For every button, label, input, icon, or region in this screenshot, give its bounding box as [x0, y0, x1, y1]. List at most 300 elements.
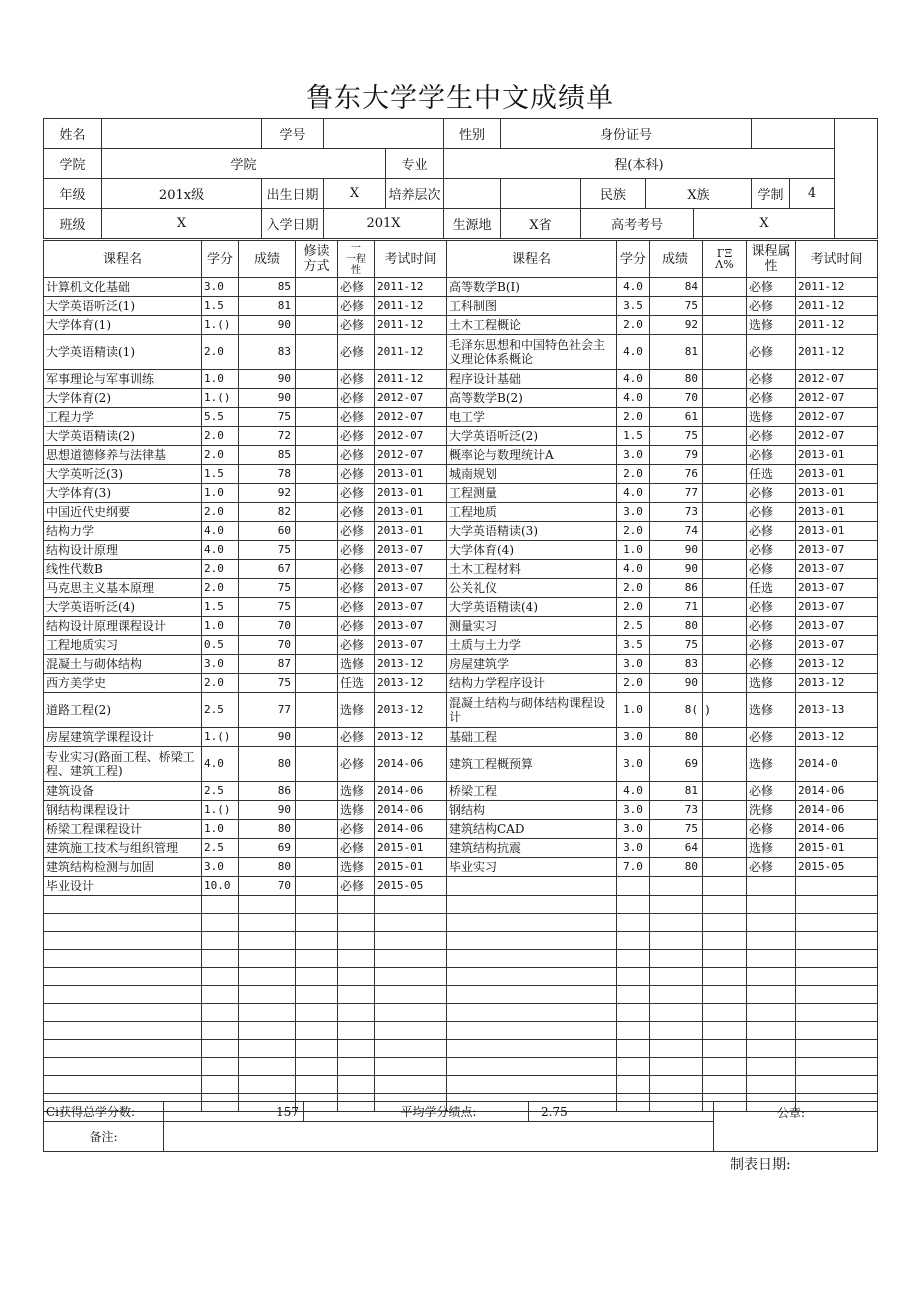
ethnicity-value: X族 — [646, 179, 752, 209]
gpa-value: 2.75 — [529, 1102, 714, 1122]
score-2: 73 — [650, 801, 703, 820]
score: 77 — [239, 693, 296, 728]
study-mode-2 — [703, 858, 747, 877]
empty-cell — [703, 932, 747, 950]
empty-cell — [375, 1040, 447, 1058]
training-label: 培养层次 — [386, 179, 444, 209]
exam-time: 2012-07 — [375, 427, 447, 446]
empty-cell — [796, 1076, 878, 1094]
score: 82 — [239, 503, 296, 522]
course-name-2: 土木工程概论 — [447, 316, 617, 335]
birth-value: X — [324, 179, 386, 209]
exam-time-2: 2013-12 — [796, 655, 878, 674]
table-row — [44, 316, 878, 335]
course-name: 马克思主义基本原理 — [44, 579, 202, 598]
credit-2: 3.5 — [617, 636, 650, 655]
course-name-2: 建筑工程概预算 — [447, 747, 617, 782]
empty-cell — [747, 914, 796, 932]
exam-time-2: 2015-01 — [796, 839, 878, 858]
empty-cell — [650, 1058, 703, 1076]
header-score-2: 成绩 — [650, 241, 703, 278]
course-attr-2: 任选 — [747, 465, 796, 484]
course-name-2: 高等数学B(2) — [447, 389, 617, 408]
empty-cell — [747, 1040, 796, 1058]
course-attr-2: 必修 — [747, 636, 796, 655]
empty-cell — [447, 950, 617, 968]
credit-2: 3.0 — [617, 801, 650, 820]
course-name: 道路工程(2) — [44, 693, 202, 728]
gpa-label: 平均学分绩点: — [399, 1102, 529, 1122]
header-score: 成绩 — [239, 241, 296, 278]
course-name: 大学英语精读(1) — [44, 335, 202, 370]
study-mode — [296, 858, 338, 877]
empty-cell — [338, 1022, 375, 1040]
course-name-2: 工科制图 — [447, 297, 617, 316]
credit-2: 3.0 — [617, 820, 650, 839]
exam-time-2: 2013-01 — [796, 446, 878, 465]
empty-cell — [202, 1022, 239, 1040]
score-2: 81 — [650, 782, 703, 801]
empty-cell — [296, 1076, 338, 1094]
course-name-2: 大学体育(4) — [447, 541, 617, 560]
exam-time-2: 2013-01 — [796, 503, 878, 522]
credit-2: 2.0 — [617, 408, 650, 427]
credit-2: 2.0 — [617, 316, 650, 335]
credit-2: 4.0 — [617, 484, 650, 503]
empty-cell — [296, 1058, 338, 1076]
exam-time-2: 2013-01 — [796, 465, 878, 484]
empty-cell — [703, 986, 747, 1004]
exam-time: 2014-06 — [375, 801, 447, 820]
duration-label: 学制 — [752, 179, 790, 209]
student-id-value — [324, 119, 444, 149]
empty-cell — [447, 1058, 617, 1076]
table-row — [44, 370, 878, 389]
header-course-2: 课程名 — [447, 241, 617, 278]
exam-time-2: 2013-07 — [796, 579, 878, 598]
course-name: 大学体育(3) — [44, 484, 202, 503]
course-attr: 必修 — [338, 522, 375, 541]
course-name: 大学英听泛(3) — [44, 465, 202, 484]
table-row — [44, 728, 878, 747]
score-2: 71 — [650, 598, 703, 617]
table-row — [44, 579, 878, 598]
empty-cell — [796, 1022, 878, 1040]
empty-cell — [650, 950, 703, 968]
exam-time: 2013-07 — [375, 579, 447, 598]
exam-time: 2013-01 — [375, 503, 447, 522]
empty-cell — [650, 1022, 703, 1040]
empty-cell — [617, 1076, 650, 1094]
credit-2: 3.0 — [617, 655, 650, 674]
study-mode — [296, 427, 338, 446]
score: 90 — [239, 728, 296, 747]
empty-cell — [447, 1004, 617, 1022]
page-title: 鲁东大学学生中文成绩单 — [306, 83, 614, 114]
credit-2: 3.5 — [617, 297, 650, 316]
empty-cell — [650, 932, 703, 950]
course-name-2: 大学英语精读(3) — [447, 522, 617, 541]
table-row — [44, 560, 878, 579]
empty-cell — [617, 932, 650, 950]
empty-cell — [447, 932, 617, 950]
score: 75 — [239, 408, 296, 427]
study-mode — [296, 297, 338, 316]
credit: 1.5 — [202, 598, 239, 617]
exam-time-2: 2013-12 — [796, 674, 878, 693]
course-attr-2: 必修 — [747, 297, 796, 316]
score-2: 79 — [650, 446, 703, 465]
empty-cell — [202, 968, 239, 986]
course-attr-2: 必修 — [747, 598, 796, 617]
credit-2 — [617, 877, 650, 896]
empty-cell — [338, 1004, 375, 1022]
score-2: 92 — [650, 316, 703, 335]
credit: 0.5 — [202, 636, 239, 655]
empty-cell — [447, 914, 617, 932]
score-2: 75 — [650, 820, 703, 839]
score-2: 80 — [650, 370, 703, 389]
course-attr: 选修 — [338, 858, 375, 877]
study-mode-2 — [703, 820, 747, 839]
study-mode — [296, 316, 338, 335]
course-name: 钢结构课程设计 — [44, 801, 202, 820]
empty-cell — [747, 1058, 796, 1076]
study-mode — [296, 408, 338, 427]
score-2 — [650, 877, 703, 896]
empty-cell — [703, 914, 747, 932]
credit: 1.5 — [202, 297, 239, 316]
empty-cell — [296, 932, 338, 950]
empty-cell — [375, 896, 447, 914]
exam-time: 2013-01 — [375, 522, 447, 541]
course-name-2: 结构力学程序设计 — [447, 674, 617, 693]
seal-box — [714, 1102, 878, 1152]
course-attr: 必修 — [338, 560, 375, 579]
empty-row — [44, 1076, 878, 1094]
score-2: 83 — [650, 655, 703, 674]
study-mode — [296, 636, 338, 655]
empty-cell — [796, 932, 878, 950]
course-attr-2: 任选 — [747, 579, 796, 598]
course-attr: 任选 — [338, 674, 375, 693]
empty-cell — [747, 1022, 796, 1040]
course-name-2: 大学英语听泛(2) — [447, 427, 617, 446]
empty-cell — [747, 1076, 796, 1094]
empty-cell — [617, 950, 650, 968]
score: 92 — [239, 484, 296, 503]
course-attr-2: 必修 — [747, 782, 796, 801]
course-attr-2: 必修 — [747, 446, 796, 465]
empty-cell — [747, 1004, 796, 1022]
course-attr-2: 必修 — [747, 503, 796, 522]
credit-2: 7.0 — [617, 858, 650, 877]
study-mode-2 — [703, 297, 747, 316]
score-2: 81 — [650, 335, 703, 370]
course-name: 军事理论与军事训练 — [44, 370, 202, 389]
study-mode — [296, 782, 338, 801]
score: 67 — [239, 560, 296, 579]
exam-time: 2013-07 — [375, 541, 447, 560]
course-attr-2: 必修 — [747, 655, 796, 674]
total-credit-label: Ci获得总学分数: — [44, 1102, 164, 1122]
empty-cell — [296, 1040, 338, 1058]
score-2: 90 — [650, 541, 703, 560]
course-name: 建筑施工技术与组织管理 — [44, 839, 202, 858]
empty-cell — [703, 1022, 747, 1040]
credit: 3.0 — [202, 858, 239, 877]
credit: 2.0 — [202, 674, 239, 693]
study-mode-2 — [703, 465, 747, 484]
table-row — [44, 839, 878, 858]
empty-cell — [747, 986, 796, 1004]
study-mode — [296, 598, 338, 617]
course-name-2: 毛泽东思想和中国特色社会主义理论体系概论 — [447, 335, 617, 370]
table-row — [44, 598, 878, 617]
empty-cell — [703, 1076, 747, 1094]
score: 80 — [239, 858, 296, 877]
study-mode — [296, 560, 338, 579]
empty-cell — [338, 1076, 375, 1094]
enroll-label: 入学日期 — [262, 209, 324, 239]
table-row — [44, 541, 878, 560]
exam-time: 2015-05 — [375, 877, 447, 896]
course-name-2: 测量实习 — [447, 617, 617, 636]
study-mode-2 — [703, 427, 747, 446]
exam-time: 2013-07 — [375, 636, 447, 655]
empty-cell — [44, 1004, 202, 1022]
empty-row — [44, 968, 878, 986]
score: 70 — [239, 877, 296, 896]
exam-time-2: 2012-07 — [796, 408, 878, 427]
empty-cell — [650, 1076, 703, 1094]
ethnicity-label: 民族 — [581, 179, 646, 209]
score: 81 — [239, 297, 296, 316]
empty-cell — [617, 968, 650, 986]
exam-time: 2011-12 — [375, 316, 447, 335]
empty-cell — [447, 1040, 617, 1058]
table-row — [44, 503, 878, 522]
empty-cell — [239, 1022, 296, 1040]
course-name: 桥梁工程课程设计 — [44, 820, 202, 839]
exam-time-2: 2011-12 — [796, 297, 878, 316]
score: 60 — [239, 522, 296, 541]
empty-cell — [202, 1004, 239, 1022]
study-mode — [296, 278, 338, 297]
score-2: 8( — [650, 693, 703, 728]
course-attr: 选修 — [338, 782, 375, 801]
credit-2: 1.0 — [617, 541, 650, 560]
course-attr: 必修 — [338, 465, 375, 484]
course-attr-2: 必修 — [747, 389, 796, 408]
credit: 4.0 — [202, 541, 239, 560]
table-row — [44, 877, 878, 896]
exam-time: 2013-07 — [375, 617, 447, 636]
credit-2: 4.0 — [617, 278, 650, 297]
credit: 1.0 — [202, 820, 239, 839]
study-mode-2 — [703, 674, 747, 693]
credit-2: 3.0 — [617, 839, 650, 858]
course-attr: 必修 — [338, 370, 375, 389]
exam-time-2: 2013-07 — [796, 541, 878, 560]
course-name: 思想道德修养与法律基 — [44, 446, 202, 465]
table-row — [44, 747, 878, 782]
score-2: 64 — [650, 839, 703, 858]
empty-cell — [796, 1040, 878, 1058]
empty-cell — [44, 1076, 202, 1094]
name-value — [102, 119, 262, 149]
exam-time-2: 2013-07 — [796, 617, 878, 636]
score: 87 — [239, 655, 296, 674]
college-label: 学院 — [44, 149, 102, 179]
score: 80 — [239, 820, 296, 839]
study-mode-2 — [703, 728, 747, 747]
course-attr: 必修 — [338, 389, 375, 408]
course-name-2: 公关礼仪 — [447, 579, 617, 598]
empty-cell — [650, 1040, 703, 1058]
course-attr-2: 必修 — [747, 335, 796, 370]
exam-time: 2012-07 — [375, 389, 447, 408]
credit: 1.0 — [202, 370, 239, 389]
score-2: 61 — [650, 408, 703, 427]
course-name-2: 工程地质 — [447, 503, 617, 522]
empty-cell — [239, 932, 296, 950]
exam-time: 2011-12 — [375, 278, 447, 297]
course-name: 专业实习(路面工程、桥梁工程、建筑工程) — [44, 747, 202, 782]
duration-value: 4 — [790, 179, 835, 209]
id-card-label: 身份证号 — [501, 119, 752, 149]
course-name-2: 混凝土结构与砌体结构课程设计 — [447, 693, 617, 728]
course-attr-2: 必修 — [747, 370, 796, 389]
table-row — [44, 801, 878, 820]
study-mode-2 — [703, 579, 747, 598]
course-attr-2: 选修 — [747, 693, 796, 728]
score-2: 80 — [650, 728, 703, 747]
empty-cell — [375, 968, 447, 986]
exam-time: 2012-07 — [375, 446, 447, 465]
header-exam-time-2: 考试时间 — [796, 241, 878, 278]
header-credit-2: 学分 — [617, 241, 650, 278]
credit-2: 3.0 — [617, 446, 650, 465]
empty-cell — [375, 1022, 447, 1040]
empty-cell — [747, 968, 796, 986]
empty-cell — [796, 896, 878, 914]
score-2: 86 — [650, 579, 703, 598]
credit: 2.0 — [202, 579, 239, 598]
exam-time: 2013-12 — [375, 655, 447, 674]
table-row — [44, 617, 878, 636]
empty-cell — [375, 932, 447, 950]
score: 90 — [239, 801, 296, 820]
study-mode — [296, 655, 338, 674]
credit: 2.0 — [202, 427, 239, 446]
score: 75 — [239, 598, 296, 617]
course-name: 混凝土与砌体结构 — [44, 655, 202, 674]
credit-2: 2.0 — [617, 522, 650, 541]
score: 75 — [239, 674, 296, 693]
training-value — [444, 179, 501, 209]
credit: 5.5 — [202, 408, 239, 427]
study-mode-2 — [703, 560, 747, 579]
exam-time-2: 2013-13 — [796, 693, 878, 728]
course-attr: 必修 — [338, 617, 375, 636]
score: 85 — [239, 446, 296, 465]
empty-cell — [239, 950, 296, 968]
course-attr-2: 必修 — [747, 820, 796, 839]
empty-cell — [447, 986, 617, 1004]
course-attr: 必修 — [338, 446, 375, 465]
course-name: 结构设计原理 — [44, 541, 202, 560]
empty-cell — [44, 968, 202, 986]
table-row — [44, 693, 878, 728]
empty-row — [44, 1040, 878, 1058]
exam-time-2: 2014-06 — [796, 801, 878, 820]
empty-cell — [239, 986, 296, 1004]
total-credit-value: 157 — [164, 1102, 304, 1122]
study-mode — [296, 370, 338, 389]
exam-no-value: X — [694, 209, 835, 239]
table-row — [44, 389, 878, 408]
empty-cell — [338, 932, 375, 950]
course-attr-2: 选修 — [747, 747, 796, 782]
study-mode — [296, 541, 338, 560]
table-row — [44, 446, 878, 465]
exam-time-2: 2014-0 — [796, 747, 878, 782]
course-attr-2: 洗修 — [747, 801, 796, 820]
table-row — [44, 278, 878, 297]
credit: 1.0 — [202, 484, 239, 503]
empty-cell — [617, 1058, 650, 1076]
empty-cell — [338, 986, 375, 1004]
score: 72 — [239, 427, 296, 446]
course-attr-2: 必修 — [747, 617, 796, 636]
empty-row — [44, 1004, 878, 1022]
score: 75 — [239, 579, 296, 598]
exam-time-2: 2013-01 — [796, 522, 878, 541]
credit-2: 2.0 — [617, 674, 650, 693]
empty-cell — [239, 1058, 296, 1076]
course-attr-2: 必修 — [747, 858, 796, 877]
course-attr: 选修 — [338, 801, 375, 820]
credit-2: 4.0 — [617, 782, 650, 801]
major-label: 专业 — [386, 149, 444, 179]
credit: 1.() — [202, 389, 239, 408]
empty-row — [44, 1022, 878, 1040]
empty-cell — [44, 932, 202, 950]
credit: 2.0 — [202, 446, 239, 465]
course-name-2: 桥梁工程 — [447, 782, 617, 801]
score-2: 70 — [650, 389, 703, 408]
student-info-table — [43, 118, 878, 239]
empty-cell — [239, 1004, 296, 1022]
score-2: 80 — [650, 617, 703, 636]
credit: 1.0 — [202, 617, 239, 636]
study-mode-2 — [703, 617, 747, 636]
study-mode-2 — [703, 839, 747, 858]
course-name: 大学体育(2) — [44, 389, 202, 408]
credit: 3.0 — [202, 278, 239, 297]
exam-time-2: 2012-07 — [796, 427, 878, 446]
credit: 2.5 — [202, 839, 239, 858]
exam-no-label: 高考考号 — [581, 209, 694, 239]
course-name-2: 毕业实习 — [447, 858, 617, 877]
empty-cell — [703, 1040, 747, 1058]
course-name-2: 土木工程材料 — [447, 560, 617, 579]
course-attr: 必修 — [338, 598, 375, 617]
course-attr-2: 必修 — [747, 278, 796, 297]
major-value: 程(本科) — [444, 149, 835, 179]
empty-cell — [703, 896, 747, 914]
